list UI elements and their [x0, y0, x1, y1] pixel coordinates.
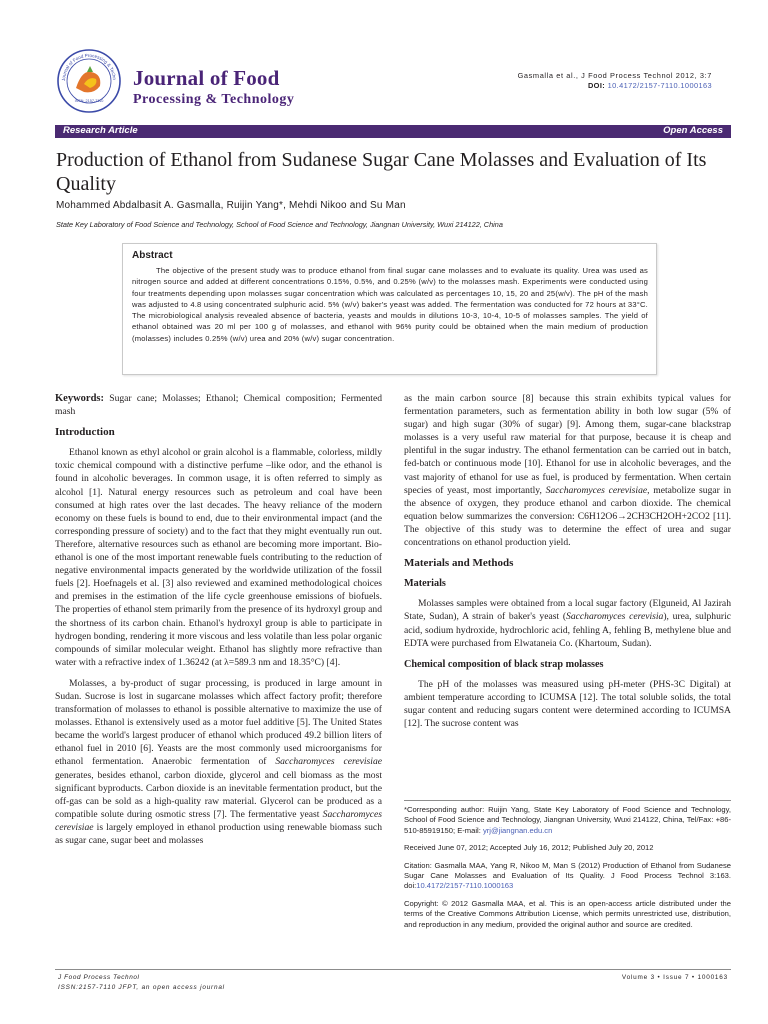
intro-p2-text-b: generates, besides ethanol, carbon dioxide, glycerol and cell biomass as the most significant byproducts. Carbon dioxide is an inevitable fermentation product, but the off-gas can be sold as a high-quality raw material. Glycerol can be produced as a compatible solute during osmotic stress [7]. The fermentative yeast	[55, 769, 382, 820]
keywords	[55, 392, 382, 418]
journal-subtitle: Processing & Technology	[133, 92, 295, 107]
footer-volume: Volume 3 • Issue 7 • 1000163	[621, 974, 728, 981]
copyright-note: Copyright: © 2012 Gasmalla MAA, et al. This is an open-access article distributed under the terms of the Creative Commons Attribution License, which permits unrestricted use, distribution, and reproduction in any medium, provided the original author and source are credited.	[404, 898, 731, 929]
article-type-band	[55, 125, 731, 138]
journal-logo	[56, 48, 122, 114]
intro-continued	[404, 392, 731, 549]
species-name: Saccharomyces cerevisiae	[545, 484, 648, 496]
article-type-label: Research Article	[63, 125, 138, 136]
intro-p2-text-a: Molasses, a by-product of sugar processing, is produced in large amount in Sudan. Sucrose is lost in sugarcane molasses which affect factory profit; therefore transformation of molasses to ethanol is possible alternative to maximize the use of molasses. Ethanol is extensively used as a motor fuel additive [5]. The United States became the world's largest producer of ethanol which produced 49.2 billion liters of ethanol fuel in 2010 [6]. Yeasts are the most commonly used microorganisms for ethanol fermentation. Anaerobic fermentation of	[55, 677, 382, 768]
right-column	[404, 392, 731, 738]
abstract-box	[122, 243, 657, 375]
materials-heading: Materials	[404, 578, 446, 590]
species-name: Saccharomyces cerevisiae	[55, 808, 382, 833]
intro-cont-text-c: [11]. The objective of this study was to determine the effect of urea and sugar concentrations on ethanol production yield.	[404, 510, 731, 549]
materials-text-a: Molasses samples were obtained from a local sugar factory (Elguneid, Al Jazirah State, Sudan), A strain of baker's yeast (	[404, 598, 731, 623]
doi-label: DOI:	[587, 81, 606, 90]
chemical-composition-heading: Chemical composition of black strap molasses	[404, 658, 604, 670]
author-affiliation: State Key Laboratory of Food Science and Technology, School of Food Science and Technology, Jiangnan University, Wuxi 214122, China	[56, 220, 503, 229]
chemical-composition-paragraph: The pH of the molasses was measured using pH-meter (PHS-3C Digital) at ambient temperature according to ICUMSA [12]. The total soluble solids, the total sugar content and reducing sugars content were determined according to ICUMSA [12]. The sucrose content was	[404, 678, 731, 730]
citation-doi-link[interactable]: 10.4172/2157-7110.1000163	[416, 881, 514, 891]
footer-issn: ISSN:2157-7110 JFPT, an open access journal	[58, 984, 225, 991]
left-column	[55, 392, 382, 855]
corresponding-author	[404, 805, 731, 836]
journal-title: Journal of Food	[133, 66, 280, 90]
intro-cont-text-b: , metabolize sugar in the absence of oxygen, they produce ethanol and carbon dioxide. The chemical equation below summarizes the conversion:	[404, 484, 732, 522]
header-citation: Gasmalla et al., J Food Process Technol 2012, 3:7	[517, 71, 712, 80]
doi-link[interactable]: 10.4172/2157-7110.1000163	[607, 81, 712, 90]
article-title: Production of Ethanol from Sudanese Sugar Cane Molasses and Evaluation of Its Quality	[56, 149, 707, 195]
logo-issn: ISSN: 2157-7110	[74, 99, 104, 103]
keywords-label: Keywords:	[55, 393, 104, 404]
abstract-text: The objective of the present study was to produce ethanol from final sugar cane molasses and to evaluate its quality. Urea was used as nitrogen source and added at different concentrations 0.15%, 0.5%, and 0.25% (w/v) to the molasses mash. Experiments were conducted using four treatments depending upon molasses sugar concentration which was calculated as percentages 10, 15, 20 and 25(w/v). The pH of the mash was adjusted to 4.8 using concentrated sulphuric acid. 5% (w/v) baker's yeast was added. The fermentation was conducted for 72 hours at 33°C. The microbiological analysis revealed absence of bacteria, yeasts and moulds in dilutions 10-3, 10-4, 10-5 of molasses samples. The yield of ethanol obtained was 20 ml per 100 g of molasses, and ethanol with 96% purity could be obtained when the main medium of production (molasses) includes 0.25% (w/v) urea and 20% (w/v) sugar concentration.	[132, 266, 648, 343]
logo-arc-text: Journal of Food Processing & Techn	[60, 52, 118, 82]
footer-divider	[55, 969, 731, 970]
species-name: Saccharomyces cerevisiae	[275, 756, 382, 768]
introduction-heading: Introduction	[55, 426, 115, 439]
intro-paragraph-1: Ethanol known as ethyl alcohol or grain alcohol is a flammable, colorless, mildly toxic chemical compound with a distinctive perfume –like odor, and the ethanol is found in alcoholic beverages. In common usage, it is often referred to simply as alcohol [1]. Natural energy resources such as petroleum and coal have been consumed at high rates over the last decades. The heavy reliance of the modern economy on these fuels is bound to end, due to their environmental impact (and the corresponding pressure of society) and to the fact that they might eventually run out. Therefore, alternative resources such as ethanol are becoming more important. Bio-ethanol is one of the most important renewable fuels contributing to the reduction of negative environmental impacts generated by the worldwide utilization of the fossil fuels [2]. Hoefnagels et al. [3] also reviewed and examined methodological choices and premises in the estimation of the life cycle greenhouse emissions of biofuels. The properties of ethanol stem primarily from the presence of its hydroxyl group and the shortness of its carbon chain. Ethanol's hydroxyl group is able to participate in hydrogen bonding, rendering it more viscous and less volatile than less polar organic compounds of similar molecular weight. Ethanol has slightly more refractive than water with a refractive index of 1.36242 (at λ=589.3 nm and 18.35°C) [4].	[55, 447, 382, 668]
author-list: Mohammed Abdalbasit A. Gasmalla, Ruijin Yang*, Mehdi Nikoo and Su Man	[56, 200, 406, 211]
intro-cont-text-a: as the main carbon source [8] because this strain exhibits typical values for fermentation parameters, such as fermentation ability in both low sugar (5% of sugar) and high sugar (30% of sugar) [9]. Among them, sugar-cane blackstrap molasses is a very useful raw material for that purpose, because it is cheap and plentiful in the sugar industry. The ethanol fermentation can be carried out in batch, fed-batch or continuous mode [10]. Ethanol for use in alcoholic beverages, and the vast majority of ethanol for use as fuel, is produced by fermentation. When certain species of yeast, most importantly,	[404, 393, 731, 496]
open-access-label: Open Access	[663, 125, 723, 136]
footer-journal: J Food Process Technol	[58, 974, 140, 981]
materials-paragraph	[404, 597, 731, 649]
materials-text-b: ), urea, sulphuric acid, sodium hydroxide, hydrochloric acid, fehling A, fehling B, methylene blue and EDTA were purchased from Elwataneia Co. (Khartoum, Sudan).	[404, 611, 732, 649]
species-name: Saccharomyces cerevisia	[566, 611, 664, 623]
keywords-text: Sugar cane; Molasses; Ethanol; Chemical composition; Fermented mash	[55, 393, 382, 418]
abstract-heading: Abstract	[132, 250, 173, 261]
email-link[interactable]: yrj@jiangnan.edu.cn	[482, 825, 553, 835]
header-doi	[588, 81, 712, 90]
intro-p2-text-c: is largely employed in ethanol production using renewable biomass such as sugar cane, sugar beet and molasses	[55, 821, 382, 846]
footnote-block	[404, 800, 731, 937]
fermentation-equation: C6H12O6→2CH3CH2OH+2CO2	[577, 510, 710, 522]
citation-text: Citation: Gasmalla MAA, Yang R, Nikoo M, Man S (2012) Production of Ethanol from Sudanese Sugar Cane Molasses and Evaluation of Its Quality. J Food Process Technol 3:163. doi:	[404, 860, 731, 891]
corresponding-text: *Corresponding author: Ruijin Yang, State Key Laboratory of Food Science and Technology, School of Food Science and Technology, Jiangnan University, Wuxi 214122, China, Tel/Fax: +86-510-85919150; E-mail:	[404, 805, 731, 835]
received-dates: Received June 07, 2012; Accepted July 16, 2012; Published July 20, 2012	[404, 843, 654, 853]
citation-note	[404, 861, 731, 892]
intro-paragraph-2	[55, 677, 382, 847]
methods-heading: Materials and Methods	[404, 557, 514, 570]
